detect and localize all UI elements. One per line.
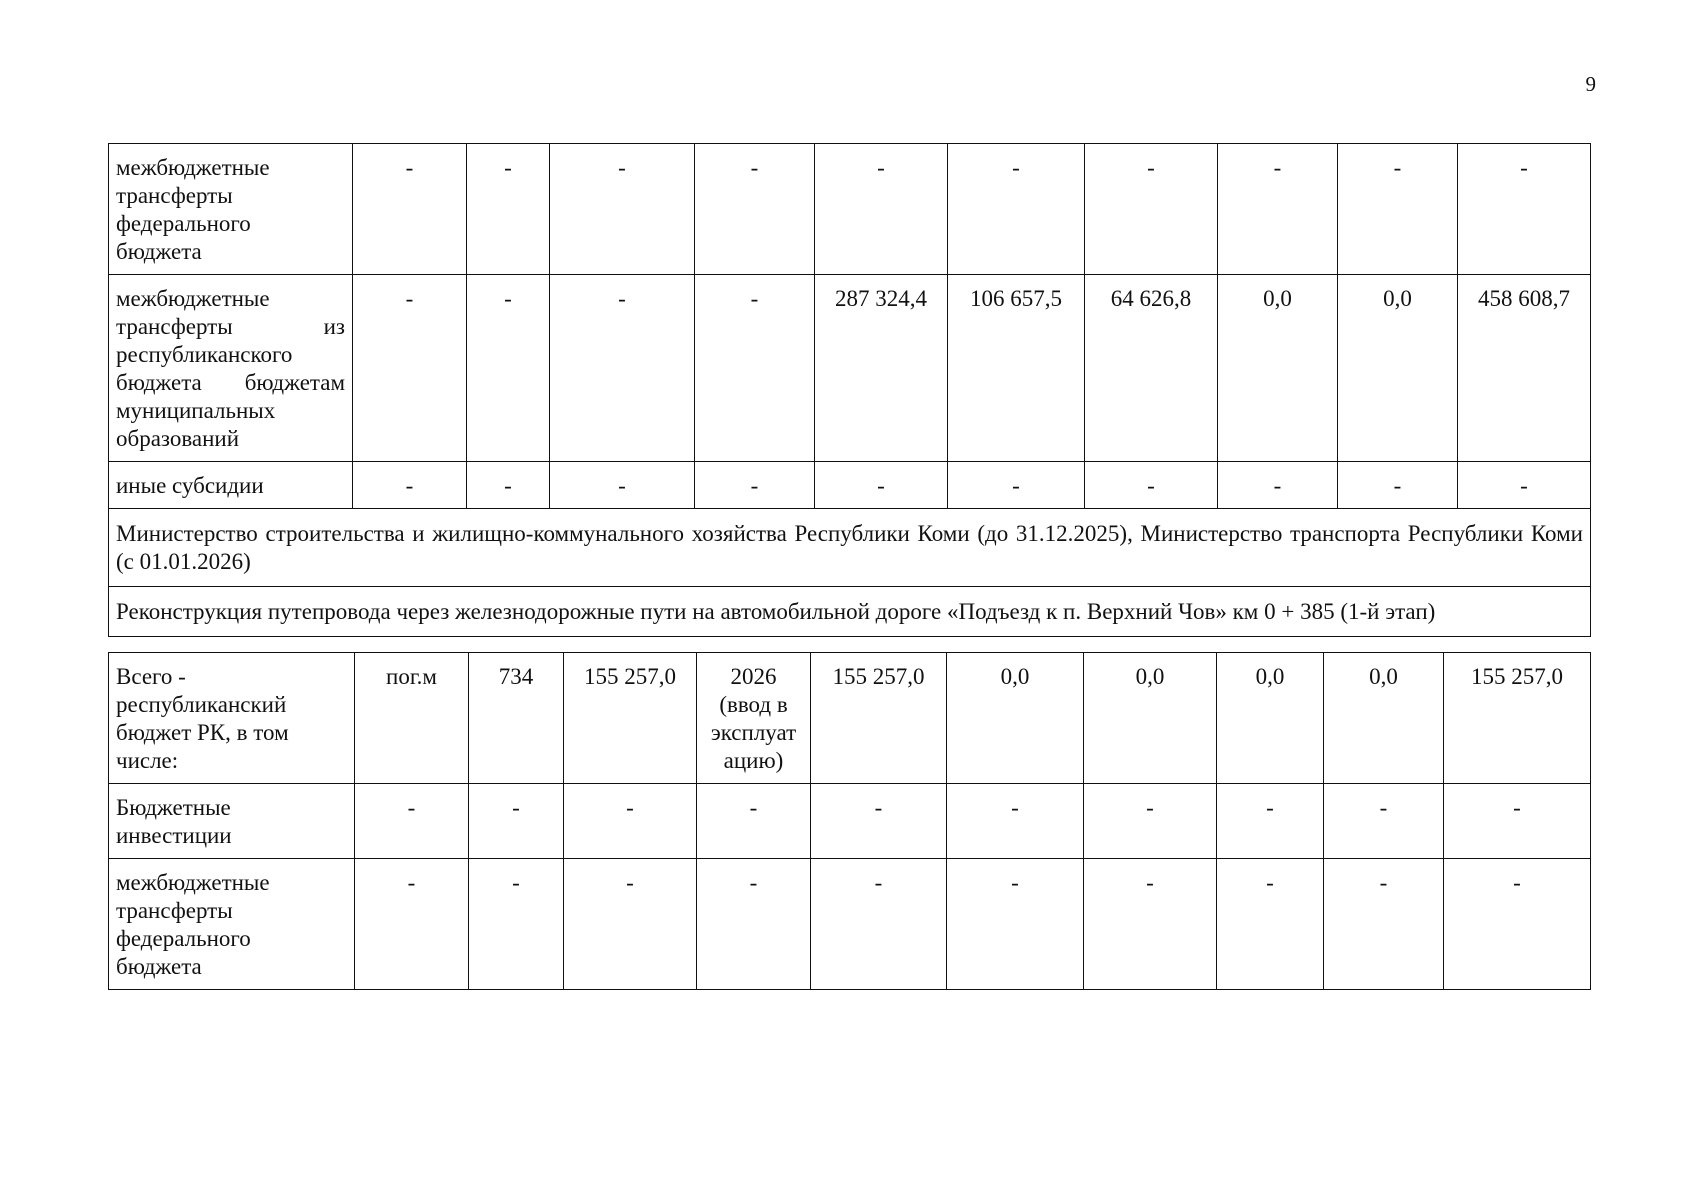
table-cell: -	[1084, 859, 1217, 990]
table-cell: -	[550, 275, 695, 462]
table-cell: -	[947, 784, 1084, 859]
row-label-line: федерального	[116, 211, 251, 236]
row-label	[109, 275, 353, 462]
row-label	[109, 784, 355, 859]
table-row	[109, 784, 1591, 859]
table-cell: -	[1444, 784, 1591, 859]
row-label-word: бюджета	[116, 370, 202, 395]
table-cell: -	[1218, 462, 1338, 509]
row-label-line: образований	[116, 426, 240, 451]
table-cell: -	[355, 784, 469, 859]
row-label-line: муниципальных	[116, 398, 276, 423]
row-label-line: числе:	[116, 748, 179, 773]
table-cell: -	[469, 859, 564, 990]
table-cell: -	[1085, 144, 1218, 275]
table-cell: -	[947, 859, 1084, 990]
budget-table-upper	[108, 143, 1591, 637]
table-row	[109, 859, 1591, 990]
row-label-line: трансферты	[116, 898, 233, 923]
row-label-line: межбюджетные	[116, 870, 270, 895]
row-label-word: из	[323, 314, 345, 339]
table-cell: -	[1458, 462, 1591, 509]
table-cell: -	[695, 462, 815, 509]
table-cell: -	[355, 859, 469, 990]
table-cell: 0,0	[1217, 653, 1324, 784]
table-cell: -	[695, 275, 815, 462]
table-row	[109, 275, 1591, 462]
table-cell: 734	[469, 653, 564, 784]
table-cell: -	[564, 784, 697, 859]
row-label-line: Всего -	[116, 664, 186, 689]
page-number: 9	[1585, 72, 1596, 96]
row-label-word: бюджетам	[244, 370, 345, 395]
table-cell: -	[695, 144, 815, 275]
table-cell: -	[811, 859, 947, 990]
table-cell: 64 626,8	[1085, 275, 1218, 462]
row-label-word: трансферты	[116, 314, 233, 339]
table-cell: -	[1217, 859, 1324, 990]
table-cell: 106 657,5	[948, 275, 1085, 462]
row-label	[109, 462, 353, 509]
object-title: Реконструкция путепровода через железнодорожные пути на автомобильной дороге «Подъезд к п. Верхний Чов» км 0 + 385 (1-й этап)	[109, 587, 1591, 637]
row-label-line: трансферты	[116, 183, 233, 208]
row-label-line: инвестиции	[116, 823, 232, 848]
table-cell: -	[353, 462, 467, 509]
table-cell: -	[1085, 462, 1218, 509]
table-cell: 287 324,4	[815, 275, 948, 462]
table-row	[109, 462, 1591, 509]
table-row	[109, 653, 1591, 784]
table-cell: -	[467, 144, 550, 275]
row-label-line	[116, 369, 345, 397]
row-label-line: Бюджетные	[116, 795, 231, 820]
section-title: Министерство строительства и жилищно-коммунального хозяйства Республики Коми (до 31.12.2025), Министерство транспорта Республики Коми (с 01.01.2026)	[109, 509, 1591, 587]
row-label-line: иные субсидии	[116, 473, 264, 498]
table-cell: -	[1458, 144, 1591, 275]
table-cell: -	[1338, 144, 1458, 275]
row-label-line: бюджета	[116, 239, 202, 264]
table-cell: 458 608,7	[1458, 275, 1591, 462]
table-cell: -	[815, 462, 948, 509]
budget-table-lower	[108, 652, 1591, 990]
table-cell: -	[697, 859, 811, 990]
table-cell: 155 257,0	[1444, 653, 1591, 784]
table-cell: -	[467, 275, 550, 462]
row-label-line: республиканского	[116, 342, 293, 367]
table-cell: -	[1444, 859, 1591, 990]
table-cell: -	[467, 462, 550, 509]
table-cell: 0,0	[1324, 653, 1444, 784]
table-cell: -	[1324, 784, 1444, 859]
table-cell: -	[948, 462, 1085, 509]
table-cell: -	[1324, 859, 1444, 990]
table-cell: -	[1218, 144, 1338, 275]
table-cell: 0,0	[1084, 653, 1217, 784]
row-label	[109, 144, 353, 275]
row-label-line: федерального	[116, 926, 251, 951]
row-label-line	[116, 313, 345, 341]
table-cell: 155 257,0	[811, 653, 947, 784]
table-cell: -	[815, 144, 948, 275]
row-label-line: бюджета	[116, 954, 202, 979]
object-title-row	[109, 587, 1591, 637]
row-label-line: бюджет РК, в том	[116, 720, 289, 745]
table-cell: пог.м	[355, 653, 469, 784]
table-cell: -	[550, 462, 695, 509]
row-label-line: межбюджетные	[116, 286, 270, 311]
table-cell: -	[811, 784, 947, 859]
table-cell: -	[353, 144, 467, 275]
table-cell: 155 257,0	[564, 653, 697, 784]
table-cell: -	[353, 275, 467, 462]
table-cell-commissioning: 2026 (ввод в эксплуат ацию)	[697, 653, 811, 784]
table-cell: -	[1338, 462, 1458, 509]
table-row	[109, 144, 1591, 275]
section-header-row	[109, 509, 1591, 587]
table-cell: -	[1217, 784, 1324, 859]
table-cell: -	[550, 144, 695, 275]
table-cell: -	[469, 784, 564, 859]
table-cell: -	[1084, 784, 1217, 859]
row-label-line: республиканский	[116, 692, 287, 717]
table-cell: -	[948, 144, 1085, 275]
table-cell: -	[697, 784, 811, 859]
row-label-line: межбюджетные	[116, 155, 270, 180]
table-cell: 0,0	[947, 653, 1084, 784]
row-label	[109, 653, 355, 784]
row-label	[109, 859, 355, 990]
table-cell: 0,0	[1338, 275, 1458, 462]
table-cell: 0,0	[1218, 275, 1338, 462]
table-cell: -	[564, 859, 697, 990]
